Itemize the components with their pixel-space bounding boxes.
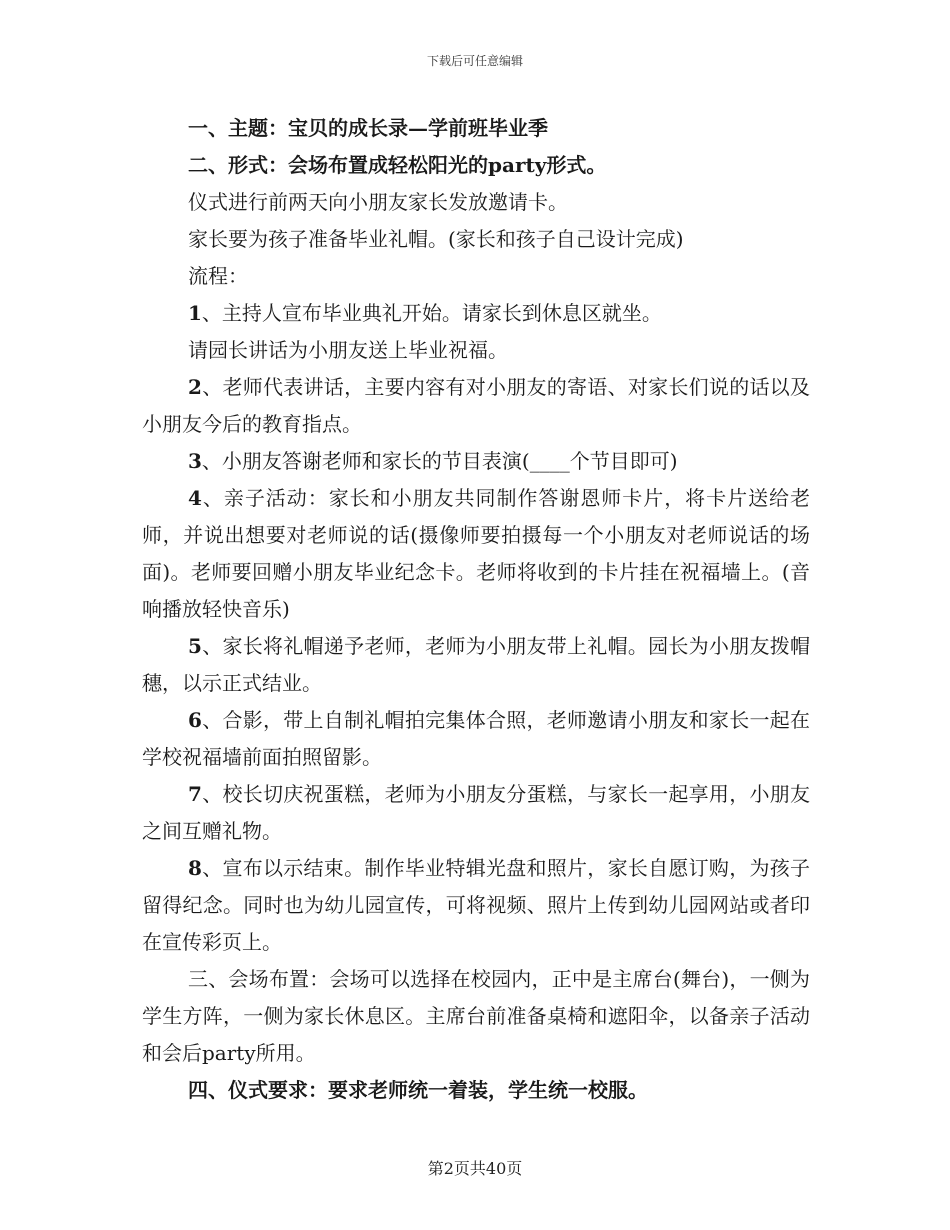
step-text: 、合影，带上自制礼帽拍完集体合照，老师邀请小朋友和家长一起在学校祝福墙前面拍照留影。 (142, 708, 810, 769)
step-3 (142, 443, 810, 480)
step-number: 5 (188, 634, 202, 658)
document-body (142, 110, 810, 1109)
step-4 (142, 480, 810, 628)
step-6 (142, 702, 810, 776)
step-number: 4 (188, 486, 202, 510)
section-venue-layout: 三、会场布置：会场可以选择在校园内，正中是主席台(舞台)，一侧为学生方阵，一侧为家长休息区。主席台前准备桌椅和遮阳伞，以备亲子活动和会后party所用。 (142, 967, 810, 1065)
step-text: 、小朋友答谢老师和家长的节目表演(____个节目即可) (201, 449, 678, 473)
step-number: 2 (188, 375, 202, 399)
paragraph-graduation-cap: 家长要为孩子准备毕业礼帽。(家长和孩子自己设计完成) (188, 227, 684, 251)
step-text: 、家长将礼帽递予老师，老师为小朋友带上礼帽。园长为小朋友拨帽穗，以示正式结业。 (142, 634, 810, 695)
step-text: 、老师代表讲话，主要内容有对小朋友的寄语、对家长们说的话以及小朋友今后的教育指点。 (142, 375, 810, 436)
step-text: 、宣布以示结束。制作毕业特辑光盘和照片，家长自愿订购，为孩子留得纪念。同时也为幼儿园宣传，可将视频、照片上传到幼儿园网站或者印在宣传彩页上。 (142, 856, 810, 954)
section-format: 二、形式：会场布置成轻松阳光的party形式。 (188, 153, 607, 177)
step-1 (142, 295, 810, 332)
step-text: 、校长切庆祝蛋糕，老师为小朋友分蛋糕，与家长一起享用，小朋友之间互赠礼物。 (142, 782, 810, 843)
section-theme: 一、主题：宝贝的成长录—学前班毕业季 (188, 116, 548, 140)
step-5 (142, 628, 810, 702)
paragraph-invitation: 仪式进行前两天向小朋友家长发放邀请卡。 (188, 190, 568, 214)
step-8 (142, 850, 810, 961)
step-number: 3 (188, 449, 202, 473)
paragraph-principal-speech: 请园长讲话为小朋友送上毕业祝福。 (188, 338, 508, 362)
step-number: 7 (188, 782, 202, 806)
page-header: 下载后可任意编辑 (426, 54, 523, 68)
step-number: 6 (188, 708, 202, 732)
step-text: 、亲子活动：家长和小朋友共同制作答谢恩师卡片，将卡片送给老师，并说出想要对老师说的话(摄像师要拍摄每一个小朋友对老师说话的场面)。老师要回赠小朋友毕业纪念卡。老师将收到的卡片挂在祝福墙上。(音响播放轻快音乐) (142, 486, 810, 621)
step-7 (142, 776, 810, 850)
paragraph-process-label: 流程： (188, 264, 248, 288)
step-number: 8 (188, 856, 202, 880)
page-number: 第2页共40页 (427, 1159, 523, 1178)
step-2 (142, 369, 810, 443)
step-text: 、主持人宣布毕业典礼开始。请家长到休息区就坐。 (201, 301, 662, 325)
step-number: 1 (188, 301, 202, 325)
section-ceremony-requirements: 四、仪式要求：要求老师统一着装，学生统一校服。 (188, 1078, 648, 1102)
